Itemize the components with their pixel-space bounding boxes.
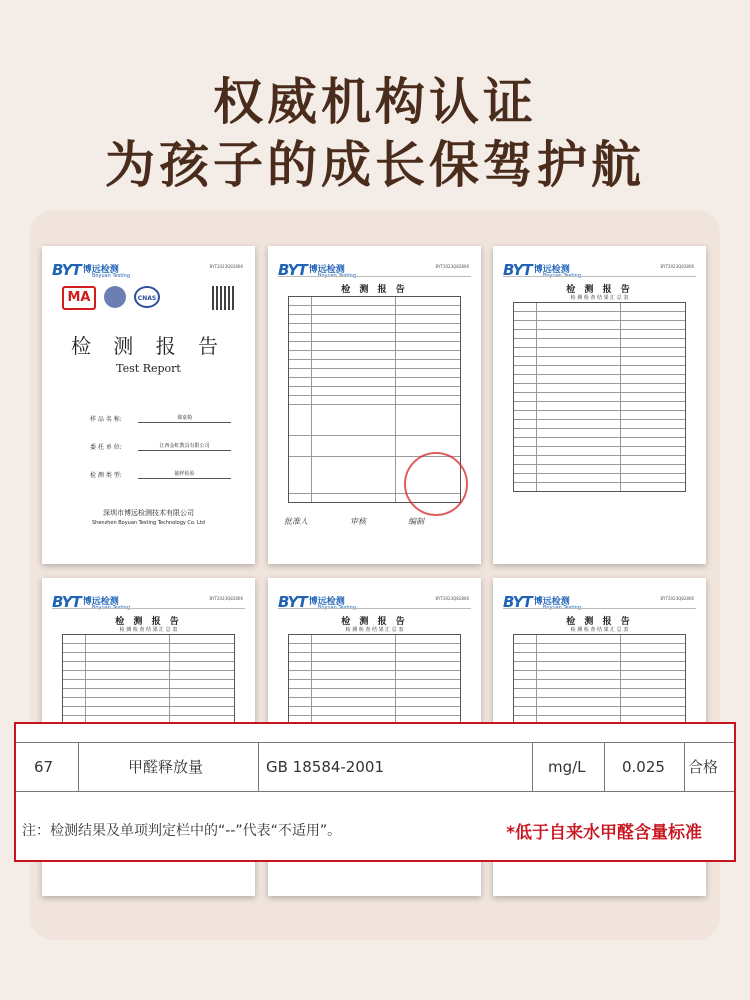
page-title: 检 测 报 告	[115, 617, 182, 627]
lab-name-cn: 深圳市博远检测技术有限公司	[103, 509, 194, 517]
report-number: BYT2023Q82806	[660, 264, 694, 269]
headline-line-2: 为孩子的成长保驾护航	[105, 136, 645, 194]
page-title: 检 测 报 告	[341, 285, 408, 295]
field-client: 委 托 单 位: 江西金虹教具有限公司	[90, 442, 231, 451]
formaldehyde-result-callout	[14, 722, 736, 862]
report-results-page-1	[493, 246, 706, 564]
lab-name-en: Shenzhen Boyuan Testing Technology Co. Ltd	[92, 520, 205, 526]
report-details-page	[268, 246, 481, 564]
field-sample-name: 样 品 名 称: 课桌椅	[90, 414, 231, 423]
cma-logo: MA	[62, 286, 96, 310]
row-number: 67	[34, 758, 54, 776]
results-summary-title: 检 测 检 查 结 果 汇 总 表	[119, 627, 178, 633]
red-seal-stamp-icon	[404, 452, 468, 516]
comparison-claim: *低于自来水甲醛含量标准	[506, 823, 702, 843]
cropped-row-above	[16, 724, 734, 742]
results-summary-title: 检 测 检 查 结 果 汇 总 表	[345, 627, 404, 633]
report-number: BYT2023Q82806	[209, 264, 243, 269]
byt-logo: BYT 博远检测 Boyuan Testing	[278, 261, 357, 279]
result-value: 0.025	[622, 758, 665, 776]
certification-logos	[62, 286, 242, 312]
signature-label-approver: 批准人	[284, 517, 308, 526]
cnas-logo: CNAS	[134, 286, 160, 308]
results-table	[513, 302, 686, 492]
results-summary-title: 检 测 检 查 结 果 汇 总 表	[570, 627, 629, 633]
byt-logo: BYT 博远检测 Boyuan Testing	[503, 261, 582, 279]
test-item: 甲醛释放量	[128, 758, 204, 776]
formaldehyde-result-row	[16, 742, 734, 792]
byt-logo: BYT 博远检测 Boyuan Testing	[52, 261, 131, 279]
page-title: 检 测 报 告	[341, 617, 408, 627]
byt-logo: BYT 博远检测 Boyuan Testing	[278, 593, 357, 611]
report-cover-page	[42, 246, 255, 564]
byt-logo: BYT 博远检测 Boyuan Testing	[503, 593, 582, 611]
qr-code-icon	[212, 286, 236, 310]
signature-label-reviewer: 审核	[350, 517, 366, 526]
report-number: BYT2023Q82806	[660, 596, 694, 601]
headline-line-1: 权威机构认证	[213, 73, 537, 131]
result-unit: mg/L	[548, 758, 586, 776]
signature-label-editor: 编制	[408, 517, 424, 526]
table-footnote: 注：检测结果及单项判定栏中的“--”代表“不适用”。	[22, 823, 342, 839]
cover-title: 检 测 报 告	[70, 334, 227, 358]
report-number: BYT2023Q82806	[435, 596, 469, 601]
report-number: BYT2023Q82806	[209, 596, 243, 601]
results-summary-title: 检 测 检 查 结 果 汇 总 表	[570, 295, 629, 301]
field-test-type: 检 测 类 型: 抽样检验	[90, 470, 231, 479]
byt-logo: BYT 博远检测 Boyuan Testing	[52, 593, 131, 611]
page-title: 检 测 报 告	[566, 285, 633, 295]
result-verdict: 合格	[688, 758, 719, 776]
cover-title-en: Test Report	[116, 362, 181, 375]
page-title: 检 测 报 告	[566, 617, 633, 627]
test-standard: GB 18584-2001	[266, 758, 384, 776]
ilac-logo-icon	[104, 286, 126, 308]
report-number: BYT2023Q82806	[435, 264, 469, 269]
